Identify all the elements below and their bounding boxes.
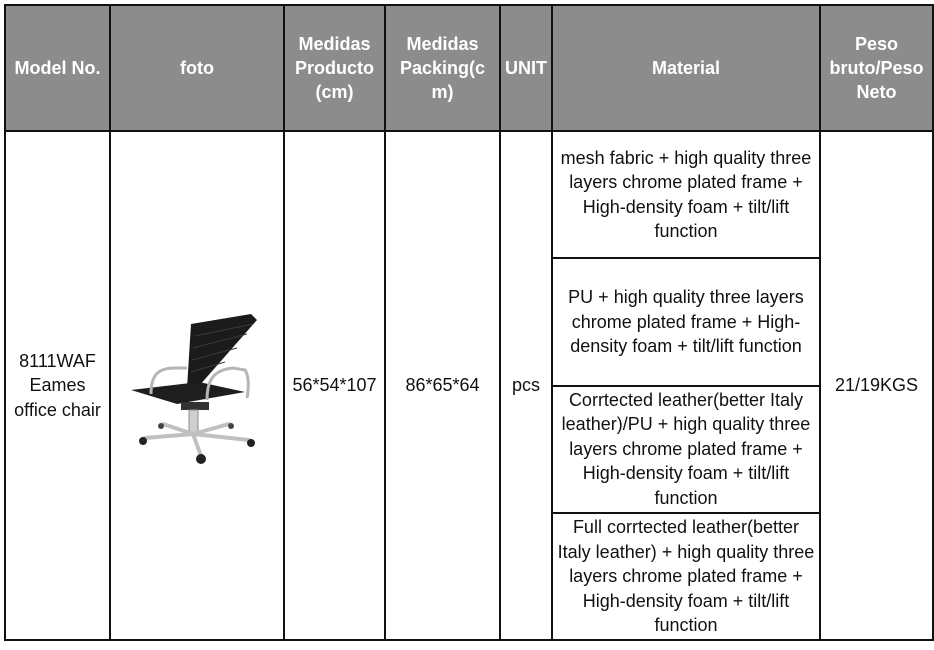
office-chair-photo [129,306,269,466]
material-option-2: PU + high quality three layers chrome plated frame + High-density foam + tilt/lift function [552,258,820,385]
table-row [5,131,933,258]
header-foto: foto [110,5,284,131]
header-row [5,5,933,131]
model-cell: 8111WAF Eames office chair [5,131,110,640]
header-medidas-packing: Medidas Packing(c m) [385,5,500,131]
photo-cell [110,131,284,640]
product-spec-table [4,4,934,641]
header-medidas-producto: Medidas Producto (cm) [284,5,385,131]
material-option-4: Full corrtected leather(better Italy leather) + high quality three layers chrome plated frame + High-density foam + tilt/lift function [552,513,820,640]
unit-cell: pcs [500,131,552,640]
header-unit: UNIT [500,5,552,131]
header-peso: Peso bruto/Peso Neto [820,5,933,131]
medidas-producto-cell: 56*54*107 [284,131,385,640]
material-option-1: mesh fabric + high quality three layers chrome plated frame + High-density foam + tilt/lift function [552,131,820,258]
medidas-packing-cell: 86*65*64 [385,131,500,640]
material-option-3: Corrtected leather(better Italy leather)/PU + high quality three layers chrome plated frame + High-density foam + tilt/lift function [552,386,820,513]
header-material: Material [552,5,820,131]
header-model-no: Model No. [5,5,110,131]
weight-cell: 21/19KGS [820,131,933,640]
